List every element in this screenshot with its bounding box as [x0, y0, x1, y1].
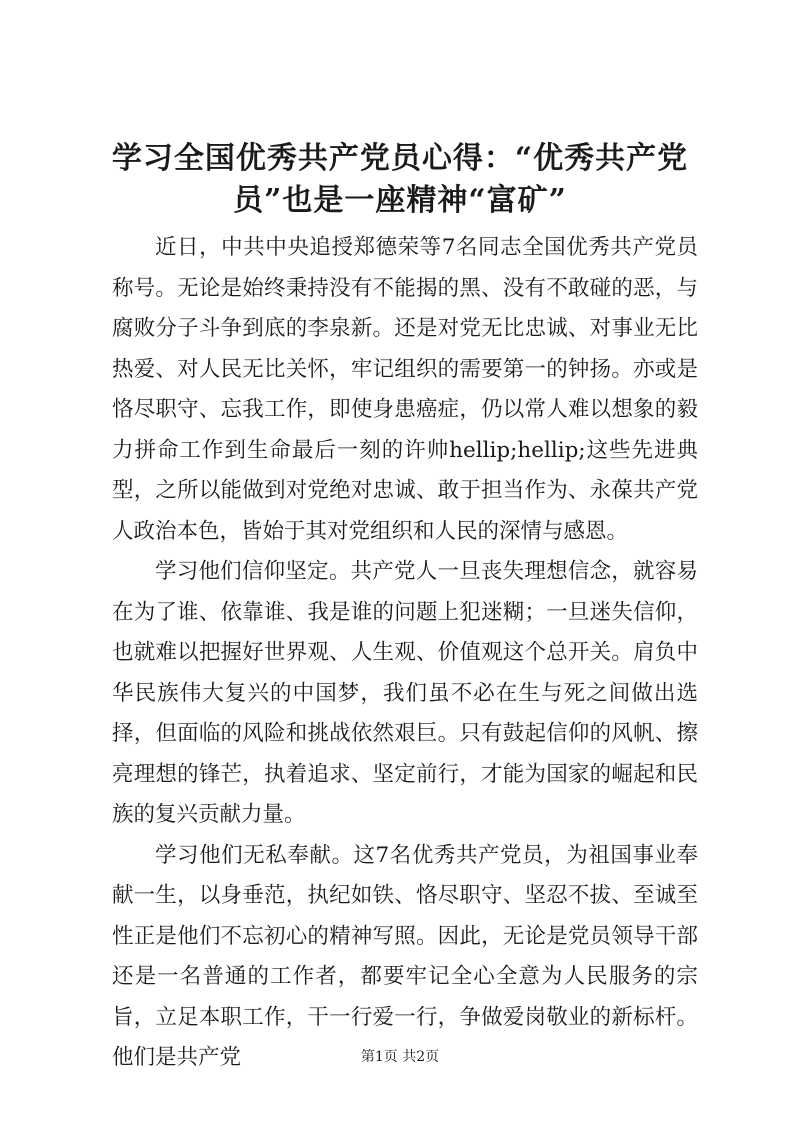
page-number-footer: 第1页 共2页 [360, 1049, 440, 1065]
document-title: 学习全国优秀共产党员心得：“优秀共产党员”也是一座精神“富矿” [111, 141, 689, 218]
paragraph: 学习他们信仰坚定。共产党人一旦丧失理想信念，就容易在为了谁、依靠谁、我是谁的问题上犯迷糊；一旦迷失信仰，也就难以把握好世界观、人生观、价值观这个总开关。肩负中华民族伟大复兴的中国梦，我们虽不必在生与死之间做出选择，但面临的风险和挑战依然艰巨。只有鼓起信仰的风帆、擦亮理想的锋芒，执着追求、坚定前行，才能为国家的崛起和民族的复兴贡献力量。 [112, 559, 698, 827]
document-body [112, 228, 698, 1079]
paragraph: 学习他们无私奉献。这7名优秀共产党员，为祖国事业奉献一生，以身垂范，执纪如铁、恪尽职守、坚忍不拔、至诚至性正是他们不忘初心的精神写照。因此，无论是党员领导干部还是一名普通的工作者，都要牢记全心全意为人民服务的宗旨，立足本职工作，干一行爱一行，争做爱岗敬业的新标杆。他们是共产党 [112, 842, 698, 1070]
paragraph: 近日，中共中央追授郑德荣等7名同志全国优秀共产党员称号。无论是始终秉持没有不能揭的黑、没有不敢碰的恶，与腐败分子斗争到底的李泉新。还是对党无比忠诚、对事业无比热爱、对人民无比关怀，牢记组织的需要第一的钟扬。亦或是恪尽职守、忘我工作，即使身患癌症，仍以常人难以想象的毅力拼命工作到生命最后一刻的许帅hellip;hellip;这些先进典型，之所以能做到对党绝对忠诚、敢于担当作为、永葆共产党人政治本色，皆始于其对党组织和人民的深情与感恩。 [112, 235, 698, 544]
